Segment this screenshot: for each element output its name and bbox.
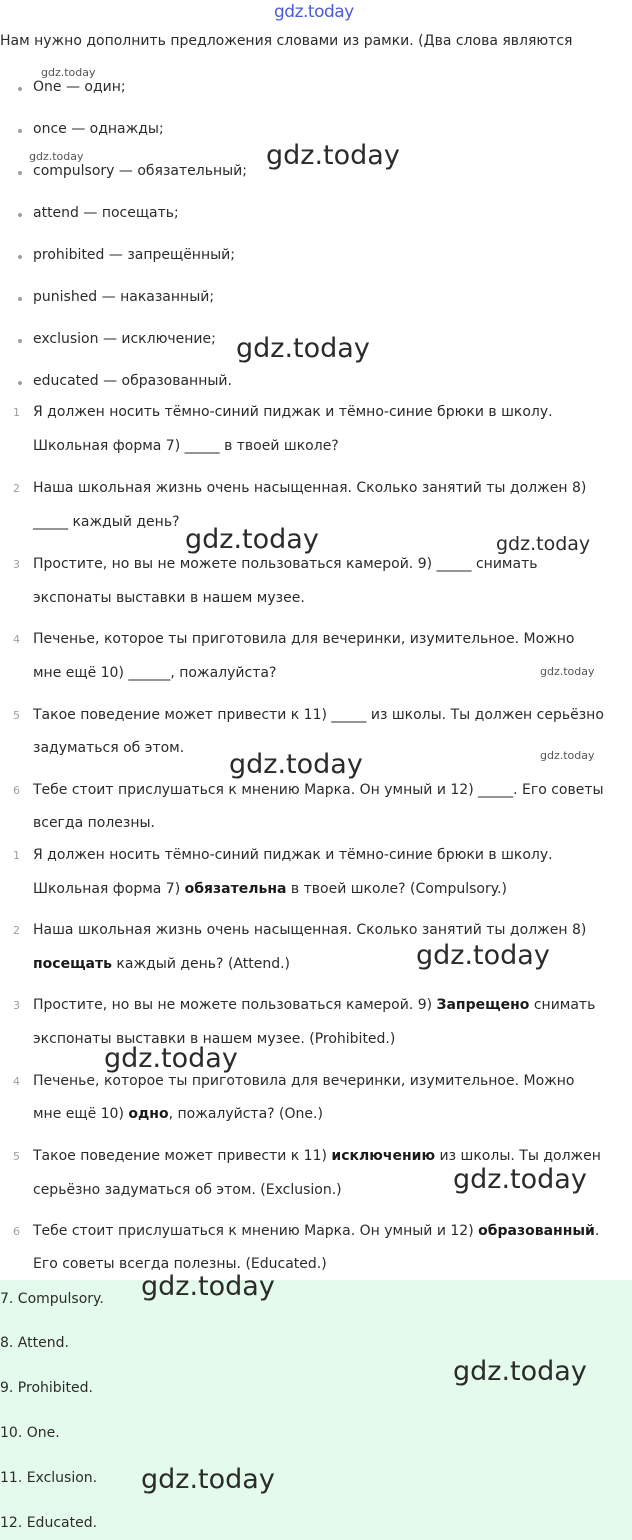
solution-line: Простите, но вы не можете пользоваться камерой. 9) Запрещено снимать — [33, 997, 596, 1013]
solution-line: Школьная форма 7) обязательна в твоей школе? (Compulsory.) — [33, 881, 507, 897]
task-line: экспонаты выставки в нашем музее. — [33, 590, 305, 606]
task-number: 6 — [13, 784, 20, 797]
task-line: Простите, но вы не можете пользоваться камерой. 9) _____ снимать — [33, 556, 538, 572]
watermark: gdz.today — [104, 1043, 238, 1074]
watermark: gdz.today — [416, 940, 550, 971]
solution-number: 1 — [13, 849, 20, 862]
vocab-item: punished — наказанный; — [33, 289, 215, 305]
answer-word: обязательна — [184, 881, 287, 897]
task-number: 3 — [13, 558, 20, 571]
task-line: _____ каждый день? — [33, 514, 180, 530]
watermark: gdz.today — [540, 749, 595, 762]
answer-item: 12. Educated. — [0, 1515, 98, 1531]
answer-item: 11. Exclusion. — [0, 1470, 98, 1486]
watermark: gdz.today — [540, 665, 595, 678]
solution-number: 4 — [13, 1075, 20, 1088]
bullet-icon — [18, 129, 22, 133]
vocab-item: exclusion — исключение; — [33, 331, 216, 347]
task-line: Наша школьная жизнь очень насыщенная. Сколько занятий ты должен 8) — [33, 480, 587, 496]
watermark: gdz.today — [41, 66, 96, 79]
solution-line: серьёзно задуматься об этом. (Exclusion.) — [33, 1182, 342, 1198]
task-line: Такое поведение может привести к 11) _____ из школы. Ты должен серьёзно — [33, 707, 604, 723]
vocab-item: educated — образованный. — [33, 373, 232, 389]
task-intro: Нам нужно дополнить предложения словами из рамки. (Два слова являются — [0, 33, 573, 49]
task-line: мне ещё 10) ______, пожалуйста? — [33, 665, 277, 681]
answer-item: 9. Prohibited. — [0, 1380, 93, 1396]
vocab-item: compulsory — обязательный; — [33, 163, 247, 179]
answer-word: посещать — [33, 956, 112, 972]
watermark: gdz.today — [236, 333, 370, 364]
bullet-icon — [18, 87, 22, 91]
solution-line: Такое поведение может привести к 11) исключению из школы. Ты должен — [33, 1148, 601, 1164]
watermark: gdz.today — [141, 1271, 275, 1302]
answer-item: 8. Attend. — [0, 1335, 69, 1351]
answers-box — [0, 1280, 632, 1540]
answer-item: 10. One. — [0, 1425, 60, 1441]
solution-number: 5 — [13, 1150, 20, 1163]
task-number: 2 — [13, 482, 20, 495]
watermark: gdz.today — [229, 749, 363, 780]
bullet-icon — [18, 255, 22, 259]
watermark: gdz.today — [266, 140, 400, 171]
watermark: gdz.today — [496, 533, 591, 555]
site-logo[interactable]: gdz.today — [274, 2, 354, 22]
task-line: Я должен носить тёмно-синий пиджак и тёмно-синие брюки в школу. — [33, 404, 553, 420]
vocab-item: once — однажды; — [33, 121, 164, 137]
task-number: 1 — [13, 406, 20, 419]
task-number: 4 — [13, 633, 20, 646]
watermark: gdz.today — [185, 524, 319, 555]
watermark: gdz.today — [453, 1164, 587, 1195]
watermark: gdz.today — [453, 1356, 587, 1387]
solution-number: 6 — [13, 1225, 20, 1238]
bullet-icon — [18, 171, 22, 175]
solution-line: посещать каждый день? (Attend.) — [33, 956, 290, 972]
solution-line: Тебе стоит прислушаться к мнению Марка. Он умный и 12) образованный. — [33, 1223, 600, 1239]
bullet-icon — [18, 297, 22, 301]
bullet-icon — [18, 213, 22, 217]
answer-word: образованный — [478, 1223, 595, 1239]
vocab-item: prohibited — запрещённый; — [33, 247, 235, 263]
task-line: Тебе стоит прислушаться к мнению Марка. Он умный и 12) _____. Его советы — [33, 782, 604, 798]
task-number: 5 — [13, 709, 20, 722]
watermark: gdz.today — [141, 1464, 275, 1495]
watermark: gdz.today — [29, 150, 84, 163]
answer-item: 7. Compulsory. — [0, 1291, 104, 1307]
solution-line: Печенье, которое ты приготовила для вечеринки, изумительное. Можно — [33, 1073, 575, 1089]
solution-number: 2 — [13, 924, 20, 937]
vocab-item: One — один; — [33, 79, 126, 95]
task-line: задуматься об этом. — [33, 740, 185, 756]
vocab-item: attend — посещать; — [33, 205, 179, 221]
solution-line: мне ещё 10) одно, пожалуйста? (One.) — [33, 1106, 323, 1122]
task-line: всегда полезны. — [33, 815, 156, 831]
answer-word: Запрещено — [436, 997, 530, 1013]
task-line: Школьная форма 7) _____ в твоей школе? — [33, 438, 339, 454]
answer-word: исключению — [331, 1148, 436, 1164]
answer-word: одно — [128, 1106, 169, 1122]
solution-line: экспонаты выставки в нашем музее. (Prohibited.) — [33, 1031, 396, 1047]
solution-line: Его советы всегда полезны. (Educated.) — [33, 1256, 327, 1272]
task-line: Печенье, которое ты приготовила для вечеринки, изумительное. Можно — [33, 631, 575, 647]
solution-line: Я должен носить тёмно-синий пиджак и тёмно-синие брюки в школу. — [33, 847, 553, 863]
solution-line: Наша школьная жизнь очень насыщенная. Сколько занятий ты должен 8) — [33, 922, 587, 938]
solution-number: 3 — [13, 999, 20, 1012]
bullet-icon — [18, 339, 22, 343]
bullet-icon — [18, 381, 22, 385]
